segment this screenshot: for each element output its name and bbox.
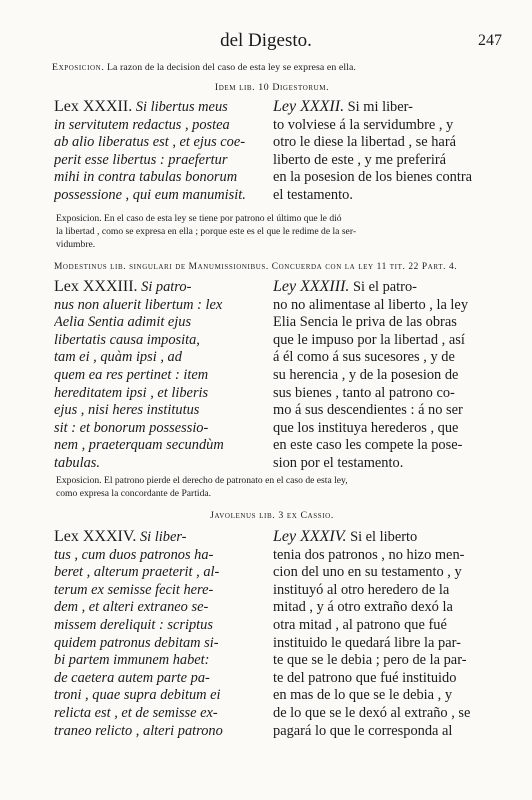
ley-heading: Ley XXXIII. [273,278,350,295]
page-header [0,30,532,56]
running-title: del Digesto. [220,30,312,51]
spanish-column-ley34: Ley XXXIV. Si el liberto tenia dos patronos , no hizo men- cion del uno en su testamento , y instituyó al otro heredero de la mitad , y á otro extraño dexó la otra mitad , al patrono que fué instituido le quedará libre la par- te que se le debia ; pero de la par- te del patrono que fué instituido en mas de lo que se le debia , y de lo que se le dexó al extraño , se pagará lo que le corresponda al [273,528,471,739]
exposition-1 [52,62,492,73]
ley-heading: Ley XXXII. [273,98,345,115]
spanish-column-ley32: Ley XXXII. Si mi liber- to volviese á la servidumbre , y otro le diese la libertad , se hará liberto de este , y me preferirá en la posesion de los bienes contra el testamento. [273,98,473,203]
exposition-2: Exposicion. En el caso de esta ley se tiene por patrono el último que le dió la libertad , como se expresa en ella ; porque este es el que le redime de la ser- vidumbre. [56,213,357,250]
page-number: 247 [478,32,502,49]
latin-column-lex34: Lex XXXIV. Si liber- tus , cum duos patronos ha- beret , alterum praeterit , al- terum ex semisse fecit here- dem , et alteri extraneo se- missem dereliquit : scriptus quidem patronus debitam si- bi partem immunem habet: de caetera autem parte pa- troni , quae supra debitum ei relicta est , et de semisse ex- traneo relicto , alteri patrono [54,528,223,739]
latin-column-lex33: Lex XXXIII. Si patro- nus non aluerit libertum : lex Aelia Sentia adimit ejus libertatis causa imposita, tam ei , quàm ipsi , ad quem ea res pertinet : item hereditatem ipsi , et liberis ejus , nisi heres institutus sit : et bonorum possessio- nem , praeterquam secundùm tabulas. [54,278,224,471]
exposition-label: Exposicion. [52,62,105,73]
source-1: Idem lib. 10 Digestorum. [214,82,330,93]
lex-heading: Lex XXXIV. [54,528,137,545]
source-2: Modestinus lib. singulari de Manumissionibus. Concuerda con la ley 11 tit. 22 Part. 4. [54,262,458,272]
lex-heading: Lex XXXIII. [54,278,138,295]
latin-column-lex32: Lex XXXII. Si libertus meus in servitutem redactus , postea ab alio liberatus est , et ejus coe- perit esse libertus : praefertur mihi in contra tabulas bonorum possessione , qui eum manumisit. [54,98,246,203]
lex-heading: Lex XXXII. [54,98,133,115]
spanish-column-ley33: Ley XXXIII. Si el patro- no no alimentase al liberto , la ley Elia Sencia le priva de las obras que le impuso por la libertad , así á él como á sus sucesores , y de su herencia , y de la posesion de sus bienes , tanto al patrono co- mo á sus descendientes : á no ser que los instituya herederos , que en este caso les compete la pose- sion por el testamento. [273,278,469,471]
source-3: Javolenus lib. 3 ex Cassio. [210,510,334,521]
ley-heading: Ley XXXIV. [273,528,347,545]
exposition-3: Exposicion. El patrono pierde el derecho de patronato en el caso de esta ley, como expresa la concordante de Partida. [56,475,348,499]
exposition-text: La razon de la decision del caso de esta ley se expresa en ella. [106,62,356,73]
